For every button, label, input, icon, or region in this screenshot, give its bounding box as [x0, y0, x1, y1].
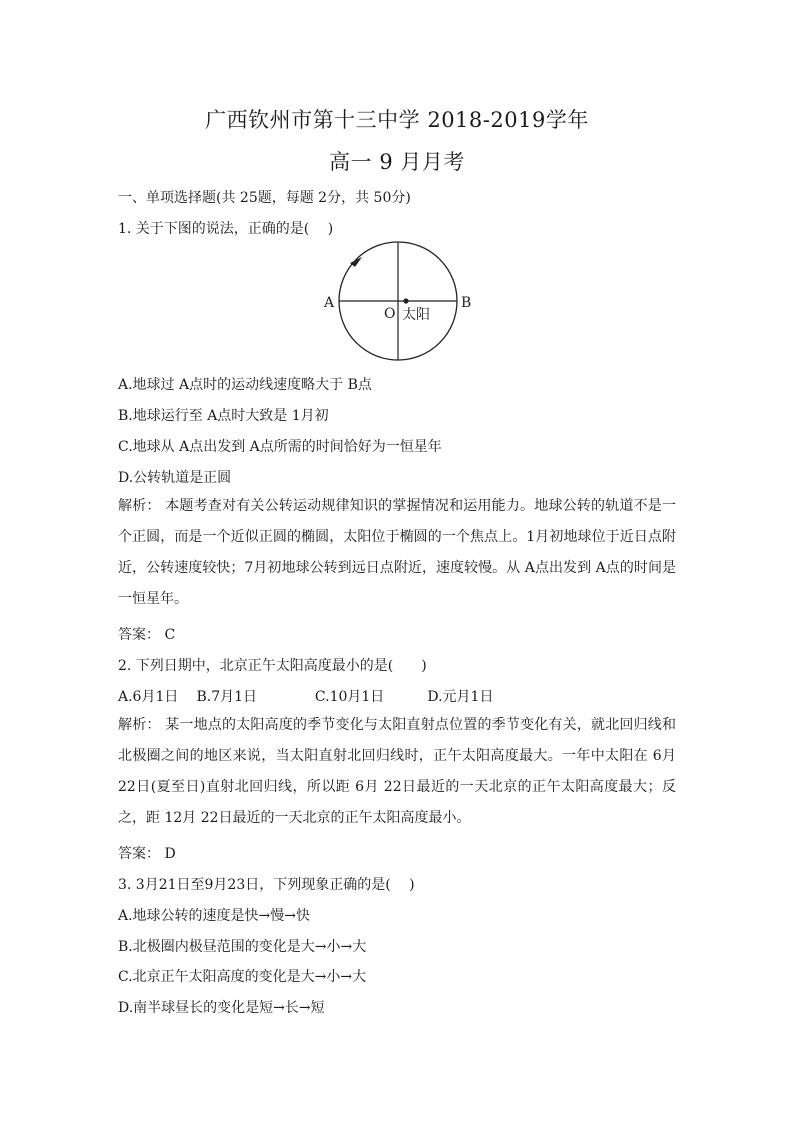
q1-option-d: D.公转轨道是正圆 — [118, 470, 232, 486]
q3-option-b: B.北极圈内极昼范围的变化是大→小→大 — [118, 939, 367, 955]
label-a: A — [324, 295, 335, 311]
q2-stem: 2. 下列日期中，北京正午太阳高度最小的是( ) — [118, 658, 427, 674]
document-title-line2: 高一 9 月月考 — [329, 150, 465, 174]
q3-option-c: C.北京正午太阳高度的变化是大→小→大 — [118, 969, 367, 985]
q3-option-d: D.南半球昼长的变化是短→长→短 — [118, 1000, 325, 1016]
q2-options — [118, 686, 493, 706]
orbit-diagram — [318, 238, 478, 368]
q1-stem: 1. 关于下图的说法，正确的是( ) — [118, 221, 334, 237]
label-sun: 太阳 — [402, 307, 430, 323]
q2-option-c: C.10月1日 — [314, 689, 385, 705]
document-title-line1: 广西钦州市第十三中学 2018-2019学年 — [205, 108, 589, 132]
q2-analysis: 解析： 某一地点的太阳高度的季节变化与太阳直射点位置的季节变化有关，就北回归线和北极圈之间的地区来说，当太阳直射北回归线时，正午太阳高度最大。一年中太阳在 6月 22日(夏至日)直射北回归线，所以距 6月 22日最近的一天北京的正午太阳高度最大；反之，距 12月 22日最近的一天北京的正午太阳高度最小。 — [118, 717, 676, 826]
sun-dot — [403, 298, 408, 303]
q1-option-a: A.地球过 A点时的运动线速度略大于 B点 — [118, 377, 372, 393]
q1-option-c: C.地球从 A点出发到 A点所需的时间恰好为一恒星年 — [118, 439, 442, 455]
orbit-direction-arrow — [350, 257, 362, 267]
q1-analysis: 解析： 本题考查对有关公转运动规律知识的掌握情况和运用能力。地球公转的轨道不是一个正圆，而是一个近似正圆的椭圆，太阳位于椭圆的一个焦点上。1月初地球位于近日点附近，公转速度较快；7月初地球公转到远日点附近，速度较慢。从 A点出发到 A点的时间是一恒星年。 — [118, 498, 676, 607]
label-b: B — [461, 295, 472, 311]
label-o: O — [384, 306, 396, 322]
q2-option-b: B.7月1日 — [196, 689, 258, 705]
q2-answer: 答案： D — [118, 846, 176, 862]
q2-option-a: A.6月1日 — [118, 689, 179, 705]
q3-option-a: A.地球公转的速度是快→慢→快 — [118, 908, 311, 924]
section-heading: 一、单项选择题(共 25题，每题 2分，共 50分) — [118, 190, 411, 206]
q1-option-b: B.地球运行至 A点时大致是 1月初 — [118, 408, 329, 424]
q3-stem: 3. 3月21日至9月23日，下列现象正确的是( ) — [118, 877, 415, 893]
q2-option-d: D.元月1日 — [427, 689, 494, 705]
q1-answer: 答案： C — [118, 627, 176, 643]
